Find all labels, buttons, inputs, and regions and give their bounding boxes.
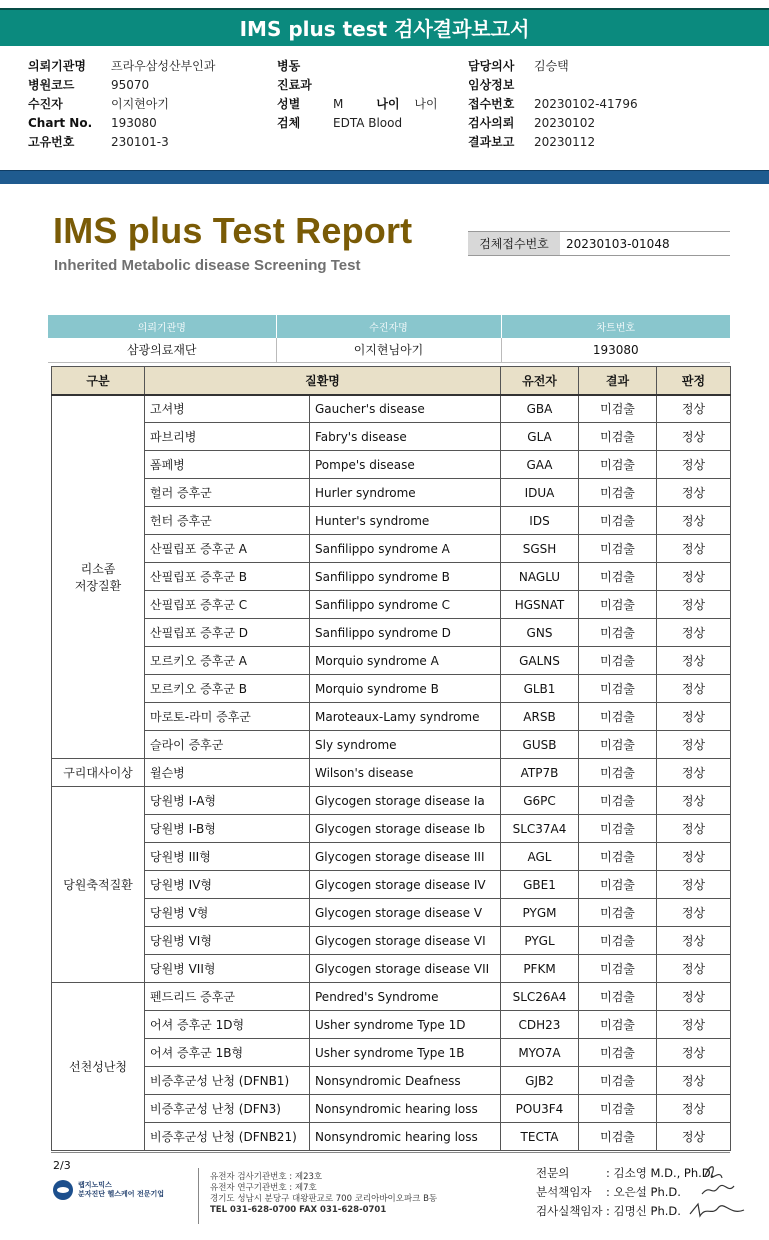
hdr1-row bbox=[28, 113, 215, 132]
hdr3-label: 담당의사 bbox=[468, 59, 515, 73]
results-table bbox=[51, 366, 731, 1151]
table-row bbox=[52, 1123, 731, 1151]
disease-korean: 모르키오 증후군 A bbox=[145, 647, 310, 675]
hdr2-value: EDTA Blood bbox=[333, 115, 403, 130]
table-row bbox=[52, 563, 731, 591]
signer-name-3: : 김명신 Ph.D. bbox=[606, 1204, 681, 1218]
table-row bbox=[52, 535, 731, 563]
gene: GLA bbox=[501, 423, 579, 451]
disease-korean: 당원병 I-B형 bbox=[145, 815, 310, 843]
hdr1-row bbox=[28, 132, 215, 151]
gene: SLC37A4 bbox=[501, 815, 579, 843]
hdr2-label: 성별 bbox=[277, 97, 301, 111]
result: 미검출 bbox=[579, 1095, 657, 1123]
table-row bbox=[52, 1067, 731, 1095]
gene: G6PC bbox=[501, 787, 579, 815]
disease-korean: 헐러 증후군 bbox=[145, 479, 310, 507]
disease-english: Sanfilippo syndrome D bbox=[310, 619, 501, 647]
result: 미검출 bbox=[579, 395, 657, 423]
result: 미검출 bbox=[579, 1067, 657, 1095]
hdr2-label: 병동 bbox=[277, 59, 301, 73]
disease-korean: 산필립포 증후군 D bbox=[145, 619, 310, 647]
judgement: 정상 bbox=[657, 535, 731, 563]
disease-korean: 비증후군성 난청 (DFNB21) bbox=[145, 1123, 310, 1151]
logo-icon bbox=[53, 1180, 73, 1200]
gene: GNS bbox=[501, 619, 579, 647]
disease-korean: 당원병 V형 bbox=[145, 899, 310, 927]
table-row bbox=[52, 731, 731, 759]
table-row bbox=[52, 703, 731, 731]
table-row bbox=[52, 1095, 731, 1123]
gene: GLB1 bbox=[501, 675, 579, 703]
gene: PFKM bbox=[501, 955, 579, 983]
disease-korean: 당원병 I-A형 bbox=[145, 787, 310, 815]
judgement: 정상 bbox=[657, 843, 731, 871]
gene: SLC26A4 bbox=[501, 983, 579, 1011]
signature-1 bbox=[702, 1160, 726, 1182]
receipt-number-label: 검체접수번호 bbox=[468, 232, 560, 255]
table-row bbox=[52, 927, 731, 955]
disease-korean: 슬라이 증후군 bbox=[145, 731, 310, 759]
result: 미검출 bbox=[579, 675, 657, 703]
result: 미검출 bbox=[579, 731, 657, 759]
result: 미검출 bbox=[579, 927, 657, 955]
judgement: 정상 bbox=[657, 871, 731, 899]
result: 미검출 bbox=[579, 535, 657, 563]
disease-korean: 어셔 증후군 1B형 bbox=[145, 1039, 310, 1067]
judgement: 정상 bbox=[657, 451, 731, 479]
disease-english: Morquio syndrome A bbox=[310, 647, 501, 675]
table-row bbox=[52, 591, 731, 619]
gene: SGSH bbox=[501, 535, 579, 563]
receipt-number-value: 20230103-01048 bbox=[566, 236, 670, 251]
disease-korean: 비증후군성 난청 (DFN3) bbox=[145, 1095, 310, 1123]
result: 미검출 bbox=[579, 787, 657, 815]
judgement: 정상 bbox=[657, 423, 731, 451]
col-header-result: 결과 bbox=[579, 367, 657, 395]
disease-english: Fabry's disease bbox=[310, 423, 501, 451]
result: 미검출 bbox=[579, 815, 657, 843]
disease-english: Glycogen storage disease Ib bbox=[310, 815, 501, 843]
hdr2-label: 검체 bbox=[277, 116, 301, 130]
disease-korean: 어셔 증후군 1D형 bbox=[145, 1011, 310, 1039]
hdr3-row bbox=[468, 75, 638, 94]
disease-english: Maroteaux-Lamy syndrome bbox=[310, 703, 501, 731]
disease-english: Glycogen storage disease Ia bbox=[310, 787, 501, 815]
table-row bbox=[52, 871, 731, 899]
table-row bbox=[52, 479, 731, 507]
gene: GBA bbox=[501, 395, 579, 423]
group-cell bbox=[52, 395, 145, 759]
gene: GAA bbox=[501, 451, 579, 479]
gene: TECTA bbox=[501, 1123, 579, 1151]
group-cell bbox=[52, 759, 145, 787]
gene: IDS bbox=[501, 507, 579, 535]
judgement: 정상 bbox=[657, 955, 731, 983]
signer-role-1: 전문의 bbox=[536, 1166, 570, 1180]
info-value-chart: 193080 bbox=[501, 338, 730, 362]
judgement: 정상 bbox=[657, 703, 731, 731]
disease-english: Morquio syndrome B bbox=[310, 675, 501, 703]
hdr1-value: 이지현아기 bbox=[111, 97, 169, 111]
table-row bbox=[52, 815, 731, 843]
judgement: 정상 bbox=[657, 507, 731, 535]
judgement: 정상 bbox=[657, 563, 731, 591]
gene: GALNS bbox=[501, 647, 579, 675]
group-label: 선천성난청 bbox=[69, 1060, 127, 1074]
disease-english: Sanfilippo syndrome C bbox=[310, 591, 501, 619]
disease-english: Sanfilippo syndrome B bbox=[310, 563, 501, 591]
group-label: 저장질환 bbox=[74, 578, 122, 593]
logo-name: 랩지노믹스 bbox=[78, 1181, 112, 1189]
disease-english: Sanfilippo syndrome A bbox=[310, 535, 501, 563]
gene: PYGL bbox=[501, 927, 579, 955]
hdr2-label: 진료과 bbox=[277, 78, 312, 92]
header-col-2 bbox=[277, 56, 438, 132]
license-info bbox=[210, 1172, 437, 1216]
logo-tagline: 분자진단 헬스케어 전문기업 bbox=[78, 1190, 165, 1198]
info-header-institution: 의뢰기관명 bbox=[48, 315, 276, 338]
result: 미검출 bbox=[579, 423, 657, 451]
judgement: 정상 bbox=[657, 647, 731, 675]
disease-english: Nonsyndromic hearing loss bbox=[310, 1095, 501, 1123]
result: 미검출 bbox=[579, 983, 657, 1011]
disease-english: Wilson's disease bbox=[310, 759, 501, 787]
judgement: 정상 bbox=[657, 1067, 731, 1095]
hdr3-row bbox=[468, 132, 638, 151]
hdr1-label: 고유번호 bbox=[28, 135, 75, 149]
hdr3-label: 접수번호 bbox=[468, 97, 515, 111]
hdr2-value: M bbox=[333, 96, 344, 111]
disease-english: Glycogen storage disease III bbox=[310, 843, 501, 871]
report-header-bar bbox=[0, 8, 769, 46]
result: 미검출 bbox=[579, 703, 657, 731]
table-row bbox=[52, 451, 731, 479]
address: 경기도 성남시 분당구 대왕판교로 700 코리아바이오파크 B동 bbox=[210, 1194, 438, 1204]
disease-english: Nonsyndromic Deafness bbox=[310, 1067, 501, 1095]
table-row bbox=[52, 423, 731, 451]
hdr2-row bbox=[277, 94, 438, 113]
disease-korean: 당원병 VI형 bbox=[145, 927, 310, 955]
judgement: 정상 bbox=[657, 787, 731, 815]
gene: CDH23 bbox=[501, 1011, 579, 1039]
hdr1-value: 프라우삼성산부인과 bbox=[111, 59, 216, 73]
gene: ATP7B bbox=[501, 759, 579, 787]
col-header-disease: 질환명 bbox=[145, 367, 501, 395]
judgement: 정상 bbox=[657, 815, 731, 843]
result: 미검출 bbox=[579, 1039, 657, 1067]
result: 미검출 bbox=[579, 759, 657, 787]
disease-korean: 윌슨병 bbox=[145, 759, 310, 787]
result: 미검출 bbox=[579, 1011, 657, 1039]
judgement: 정상 bbox=[657, 619, 731, 647]
patient-info-table bbox=[48, 315, 730, 363]
table-row bbox=[52, 955, 731, 983]
gene: GBE1 bbox=[501, 871, 579, 899]
footer-separator bbox=[198, 1168, 199, 1224]
table-row bbox=[52, 395, 731, 423]
info-value-patient: 이지현님아기 bbox=[276, 338, 501, 362]
signer-name-1: : 김소영 M.D., Ph.D. bbox=[606, 1166, 715, 1180]
judgement: 정상 bbox=[657, 1011, 731, 1039]
result: 미검출 bbox=[579, 563, 657, 591]
hdr1-label: 의뢰기관명 bbox=[28, 59, 86, 73]
hdr3-value: 김승택 bbox=[534, 59, 569, 73]
result: 미검출 bbox=[579, 451, 657, 479]
hdr3-value: 20230102 bbox=[534, 115, 596, 130]
gene: HGSNAT bbox=[501, 591, 579, 619]
judgement: 정상 bbox=[657, 1123, 731, 1151]
gene: GJB2 bbox=[501, 1067, 579, 1095]
hdr1-value: 193080 bbox=[111, 115, 157, 130]
disease-korean: 당원병 VII형 bbox=[145, 955, 310, 983]
info-header-patient: 수진자명 bbox=[276, 315, 501, 338]
result: 미검출 bbox=[579, 955, 657, 983]
hdr3-label: 임상정보 bbox=[468, 78, 515, 92]
judgement: 정상 bbox=[657, 759, 731, 787]
hdr3-row bbox=[468, 94, 638, 113]
hdr2-row bbox=[277, 113, 438, 132]
header-col-3 bbox=[468, 56, 638, 151]
result: 미검출 bbox=[579, 899, 657, 927]
hdr1-row bbox=[28, 75, 215, 94]
age-label: 나이 bbox=[376, 97, 400, 111]
result: 미검출 bbox=[579, 619, 657, 647]
disease-korean: 산필립포 증후군 A bbox=[145, 535, 310, 563]
disease-korean: 산필립포 증후군 B bbox=[145, 563, 310, 591]
result: 미검출 bbox=[579, 871, 657, 899]
disease-english: Pendred's Syndrome bbox=[310, 983, 501, 1011]
disease-korean: 고셔병 bbox=[145, 395, 310, 423]
group-label: 당원축적질환 bbox=[63, 878, 133, 892]
footer-divider bbox=[51, 1152, 730, 1153]
info-value-institution: 삼광의료재단 bbox=[48, 338, 276, 362]
group-cell bbox=[52, 983, 145, 1151]
table-row bbox=[52, 675, 731, 703]
hdr3-label: 검사의뢰 bbox=[468, 116, 515, 130]
col-header-gene: 유전자 bbox=[501, 367, 579, 395]
result: 미검출 bbox=[579, 507, 657, 535]
hdr1-row bbox=[28, 56, 215, 75]
judgement: 정상 bbox=[657, 395, 731, 423]
judgement: 정상 bbox=[657, 983, 731, 1011]
age-value: 나이 bbox=[414, 97, 438, 111]
signer-role-2: 분석책임자 bbox=[536, 1185, 592, 1199]
group-cell bbox=[52, 787, 145, 983]
table-row bbox=[52, 787, 731, 815]
info-header-chart: 차트번호 bbox=[501, 315, 730, 338]
disease-english: Usher syndrome Type 1B bbox=[310, 1039, 501, 1067]
disease-english: Nonsyndromic hearing loss bbox=[310, 1123, 501, 1151]
table-row bbox=[52, 983, 731, 1011]
disease-english: Glycogen storage disease VII bbox=[310, 955, 501, 983]
company-logo bbox=[53, 1180, 164, 1200]
result: 미검출 bbox=[579, 843, 657, 871]
disease-english: Hunter's syndrome bbox=[310, 507, 501, 535]
license-line-1: 유전자 검사기관번호 : 제23호 bbox=[210, 1172, 323, 1182]
header-col-1 bbox=[28, 56, 215, 151]
gene: IDUA bbox=[501, 479, 579, 507]
contact: TEL 031-628-0700 FAX 031-628-0701 bbox=[210, 1205, 387, 1215]
table-row bbox=[52, 619, 731, 647]
signer-role-3: 검사실책임자 bbox=[536, 1204, 603, 1218]
hdr2-row bbox=[277, 56, 438, 75]
judgement: 정상 bbox=[657, 899, 731, 927]
disease-english: Glycogen storage disease IV bbox=[310, 871, 501, 899]
group-label: 리소좀 bbox=[80, 561, 116, 576]
gene: NAGLU bbox=[501, 563, 579, 591]
judgement: 정상 bbox=[657, 591, 731, 619]
hdr3-value: 20230102-41796 bbox=[534, 96, 638, 111]
result: 미검출 bbox=[579, 647, 657, 675]
report-header-title: IMS plus test 검사결과보고서 bbox=[239, 17, 530, 41]
disease-korean: 모르키오 증후군 B bbox=[145, 675, 310, 703]
disease-english: Glycogen storage disease VI bbox=[310, 927, 501, 955]
divider-bar bbox=[0, 170, 769, 184]
table-row bbox=[52, 507, 731, 535]
gene: PYGM bbox=[501, 899, 579, 927]
disease-korean: 파브리병 bbox=[145, 423, 310, 451]
gene: AGL bbox=[501, 843, 579, 871]
gene: GUSB bbox=[501, 731, 579, 759]
table-row bbox=[52, 899, 731, 927]
table-row bbox=[52, 647, 731, 675]
table-row bbox=[52, 843, 731, 871]
judgement: 정상 bbox=[657, 1095, 731, 1123]
result: 미검출 bbox=[579, 479, 657, 507]
signature-2 bbox=[700, 1182, 736, 1198]
license-line-2: 유전자 연구기관번호 : 제7호 bbox=[210, 1183, 317, 1193]
hdr3-value: 20230112 bbox=[534, 134, 596, 149]
judgement: 정상 bbox=[657, 731, 731, 759]
judgement: 정상 bbox=[657, 1039, 731, 1067]
group-label: 구리대사이상 bbox=[63, 766, 133, 780]
disease-english: Glycogen storage disease V bbox=[310, 899, 501, 927]
hdr1-label: Chart No. bbox=[28, 115, 93, 130]
disease-korean: 비증후군성 난청 (DFNB1) bbox=[145, 1067, 310, 1095]
judgement: 정상 bbox=[657, 675, 731, 703]
disease-english: Gaucher's disease bbox=[310, 395, 501, 423]
receipt-number-box bbox=[468, 231, 730, 256]
hdr3-row bbox=[468, 56, 638, 75]
hdr1-value: 230101-3 bbox=[111, 134, 169, 149]
disease-english: Hurler syndrome bbox=[310, 479, 501, 507]
hdr1-label: 병원코드 bbox=[28, 78, 75, 92]
table-row bbox=[52, 759, 731, 787]
table-row bbox=[52, 1011, 731, 1039]
signer-name-2: : 오은설 Ph.D. bbox=[606, 1185, 681, 1199]
report-title: IMS plus Test Report bbox=[53, 210, 413, 251]
table-row bbox=[52, 1039, 731, 1067]
result: 미검출 bbox=[579, 1123, 657, 1151]
hdr2-row bbox=[277, 75, 438, 94]
result: 미검출 bbox=[579, 591, 657, 619]
disease-korean: 당원병 III형 bbox=[145, 843, 310, 871]
gene: POU3F4 bbox=[501, 1095, 579, 1123]
judgement: 정상 bbox=[657, 479, 731, 507]
signature-3 bbox=[688, 1200, 746, 1220]
disease-korean: 헌터 증후군 bbox=[145, 507, 310, 535]
page-number: 2/3 bbox=[53, 1159, 71, 1172]
disease-korean: 산필립포 증후군 C bbox=[145, 591, 310, 619]
hdr1-row bbox=[28, 94, 215, 113]
hdr1-value: 95070 bbox=[111, 77, 150, 92]
disease-english: Pompe's disease bbox=[310, 451, 501, 479]
disease-korean: 당원병 IV형 bbox=[145, 871, 310, 899]
disease-korean: 폼페병 bbox=[145, 451, 310, 479]
disease-english: Sly syndrome bbox=[310, 731, 501, 759]
hdr3-row bbox=[468, 113, 638, 132]
report-subtitle: Inherited Metabolic disease Screening Test bbox=[54, 257, 361, 274]
hdr3-label: 결과보고 bbox=[468, 135, 515, 149]
gene: ARSB bbox=[501, 703, 579, 731]
disease-korean: 펜드리드 증후군 bbox=[145, 983, 310, 1011]
disease-korean: 마로토-라미 증후군 bbox=[145, 703, 310, 731]
col-header-judge: 판정 bbox=[657, 367, 731, 395]
judgement: 정상 bbox=[657, 927, 731, 955]
col-header-group: 구분 bbox=[52, 367, 145, 395]
gene: MYO7A bbox=[501, 1039, 579, 1067]
disease-english: Usher syndrome Type 1D bbox=[310, 1011, 501, 1039]
hdr1-label: 수진자 bbox=[28, 97, 63, 111]
